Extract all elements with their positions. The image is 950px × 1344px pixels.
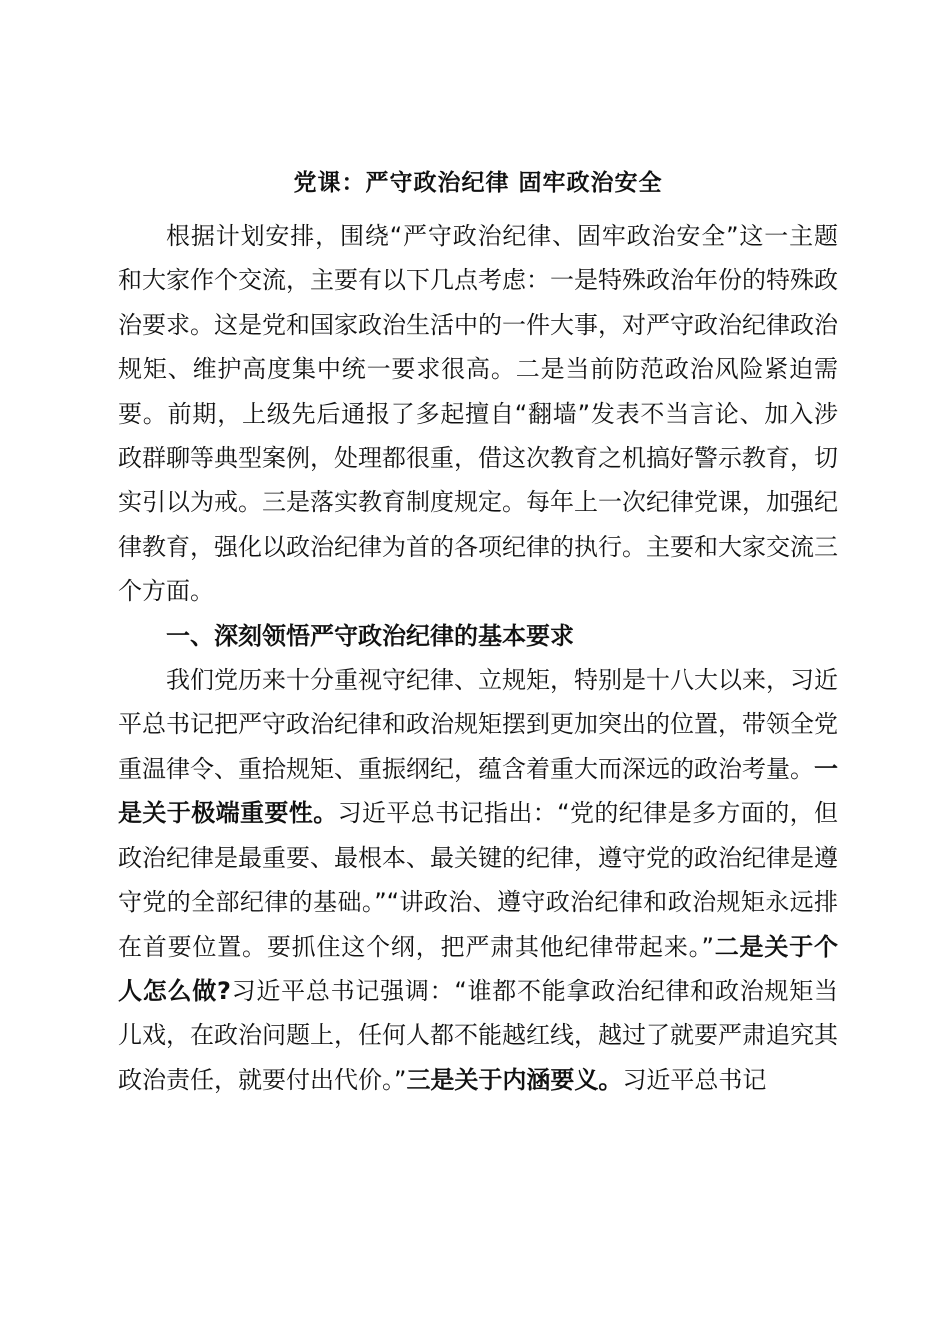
point1-text: 习近平总书记指出：“党的纪律是多方面的，但政治纪律是最重要、最根本、最关键的纪律，遵守党的政治纪律是遵守党的全部纪律的基础。”“讲政治、遵守政治纪律和政治规矩永远排在首要位置。要抓住这个纲，把严肃其他纪律带起来。”	[118, 799, 839, 961]
document-title: 党课：严守政治纪律 固牢政治安全	[293, 170, 663, 196]
point3-heading: 三是关于内涵要义。	[406, 1065, 623, 1094]
point2-heading: 二是关于个人怎么做?	[118, 932, 838, 1005]
section-heading-1: 一、深刻领悟严守政治纪律的基本要求	[166, 621, 574, 650]
document-body	[118, 214, 838, 1102]
point3-text: 习近平总书记	[622, 1065, 767, 1094]
paragraph-section1	[118, 658, 838, 1102]
point1-heading: 一是关于极端重要性。	[118, 754, 838, 828]
document-page	[118, 0, 838, 1344]
paragraph-intro: 根据计划安排，围绕“严守政治纪律、固牢政治安全”这一主题和大家作个交流，主要有以下几点考虑：一是特殊政治年份的特殊政治要求。这是党和国家政治生活中的一件大事，对严守政治纪律政治规矩、维护高度集中统一要求很高。二是当前防范政治风险紧迫需要。前期，上级先后通报了多起擅自“翻墙”发表不当言论、加入涉政群聊等典型案例，处理都很重，借这次教育之机搞好警示教育，切实引以为戒。三是落实教育制度规定。每年上一次纪律党课，加强纪律教育，强化以政治纪律为首的各项纪律的执行。主要和大家交流三个方面。	[118, 222, 838, 606]
paragraph-section1-intro: 我们党历来十分重视守纪律、立规矩，特别是十八大以来，习近平总书记把严守政治纪律和政治规矩摆到更加突出的位置，带领全党重温律令、重拾规矩、重振纲纪，蕴含着重大而深远的政治考量。	[118, 666, 838, 783]
point2-text: 习近平总书记强调：“谁都不能拿政治纪律和政治规矩当儿戏，在政治问题上，任何人都不能越红线，越过了就要严肃追究其政治责任，就要付出代价。”	[118, 976, 839, 1094]
